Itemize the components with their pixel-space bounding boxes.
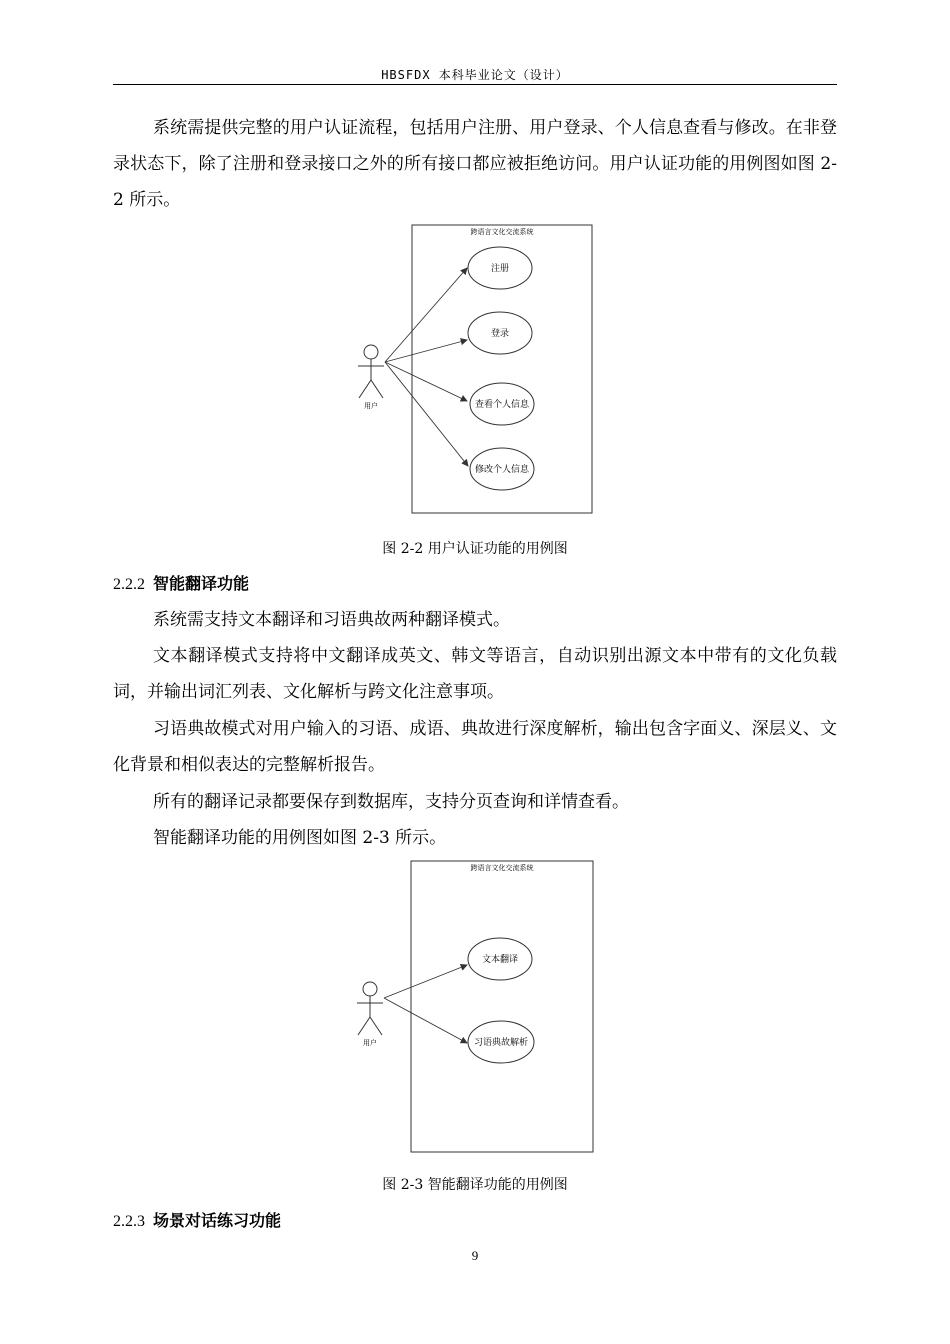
use-case-edit-profile	[470, 448, 534, 490]
running-header: HBSFDX 本科毕业论文（设计）	[381, 68, 569, 82]
svg-text:登录: 登录	[490, 329, 510, 339]
use-case-view-profile	[470, 383, 534, 425]
section-heading-2-2-2	[113, 571, 249, 594]
svg-text:习语典故解析: 习语典故解析	[473, 1038, 529, 1048]
use-case-text-translation	[468, 938, 532, 980]
paragraph-records: 所有的翻译记录都要保存到数据库，支持分页查询和详情查看。	[153, 792, 629, 812]
use-case-idiom-analysis	[468, 1021, 534, 1063]
paragraph-translation-modes: 系统需支持文本翻译和习语典故两种翻译模式。	[153, 610, 510, 630]
actor-label: 用户	[363, 1039, 377, 1047]
paragraph-text-translation: 文本翻译模式支持将中文翻译成英文、韩文等语言，自动识别出源文本中带有的文化负载词，并输出词汇列表、文化解析与跨文化注意事项。	[113, 646, 837, 702]
figure-2-3	[357, 861, 593, 1152]
use-case-login	[468, 312, 532, 354]
paragraph-idiom-mode: 习语典故模式对用户输入的习语、成语、典故进行深度解析，输出包含字面义、深层义、文化背景和相似表达的完整解析报告。	[113, 719, 837, 775]
svg-text:注册: 注册	[490, 264, 510, 274]
section-number: 2.2.3	[113, 1213, 145, 1230]
paragraph-user-auth: 系统需提供完整的用户认证流程，包括用户注册、用户登录、个人信息查看与修改。在非登录状态下，除了注册和登录接口之外的所有接口都应被拒绝访问。用户认证功能的用例图如图 2-2 所示。	[113, 118, 837, 210]
page-number: 9	[471, 1248, 479, 1263]
system-title: 跨语言文化交流系统	[470, 228, 534, 236]
section-title: 场景对话练习功能	[153, 1211, 282, 1230]
actor-label: 用户	[364, 402, 378, 410]
association-lines	[384, 965, 467, 1043]
figure-2-3-caption: 图 2-3 智能翻译功能的用例图	[382, 1177, 568, 1193]
section-title: 智能翻译功能	[153, 574, 250, 593]
system-title: 跨语言文化交流系统	[470, 864, 534, 872]
section-heading-2-2-3	[113, 1208, 281, 1231]
section-number: 2.2.2	[113, 576, 145, 593]
system-boundary	[411, 861, 593, 1152]
figure-2-2	[358, 225, 592, 513]
use-case-register	[468, 247, 532, 289]
svg-text:修改个人信息: 修改个人信息	[474, 465, 530, 475]
paragraph-figure-ref: 智能翻译功能的用例图如图 2-3 所示。	[153, 828, 447, 848]
actor-user	[358, 345, 384, 398]
svg-text:文本翻译: 文本翻译	[481, 955, 519, 965]
svg-text:查看个人信息: 查看个人信息	[474, 400, 530, 410]
actor-user	[357, 982, 383, 1035]
association-lines	[385, 268, 468, 466]
figure-2-2-caption: 图 2-2 用户认证功能的用例图	[382, 541, 568, 557]
